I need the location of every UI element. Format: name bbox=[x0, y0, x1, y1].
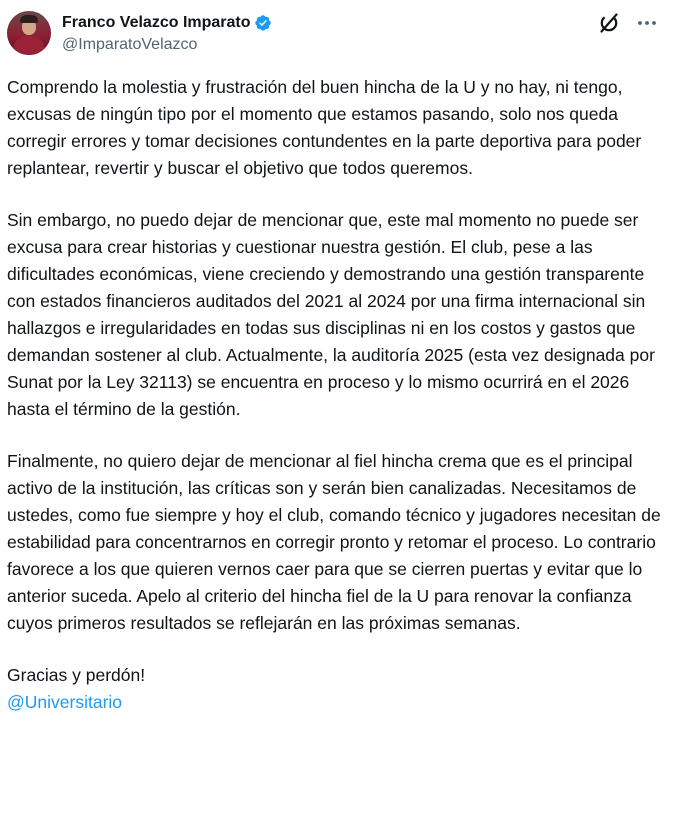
more-options-icon[interactable] bbox=[635, 12, 659, 34]
mention-link[interactable]: @Universitario bbox=[7, 692, 123, 712]
author-display-name[interactable]: Franco Velazco Imparato bbox=[62, 14, 251, 31]
author-name-row[interactable] bbox=[62, 12, 272, 34]
tweet-text bbox=[7, 74, 671, 716]
tweet-paragraph-3: Finalmente, no quiero dejar de mencionar al fiel hincha crema que es el principal activo de la institución, las críticas son y serán bien canalizadas. Necesitamos de ustedes, como fue siempre y hoy el club, comando técnico y jugadores necesitan de estabilidad para concentrarnos en corregir pronto y retomar el proceso. Lo contrario favorece a los que quieren vernos caer para que se cierren puertas y evitar que lo anterior suceda. Apelo al criterio del hincha fiel de la U para renovar la confianza cuyos primeros resultados se reflejarán en las próximas semanas. bbox=[7, 451, 661, 633]
author-handle[interactable]: @ImparatoVelazco bbox=[62, 36, 198, 53]
grok-icon[interactable] bbox=[597, 11, 621, 35]
avatar-rim bbox=[7, 11, 51, 55]
tweet-closing: Gracias y perdón! bbox=[7, 665, 146, 685]
tweet-paragraph-2: Sin embargo, no puedo dejar de mencionar que, este mal momento no puede ser excusa para crear historias y cuestionar nuestra gestión. El club, pese a las dificultades económicas, viene creciendo y demostrando una gestión transparente con estados financieros auditados del 2021 al 2024 por una firma internacional sin hallazgos e irregularidades en todas sus disciplinas ni en los costos y gastos que demandan sostener al club. Actualmente, la auditoría 2025 (esta vez designada por Sunat por la Ley 32113) se encuentra en proceso y lo mismo ocurrirá en el 2026 hasta el término de la gestión. bbox=[7, 210, 655, 419]
tweet-paragraph-1: Comprendo la molestia y frustración del buen hincha de la U y no hay, ni tengo, excusas de ningún tipo por el momento que estamos pasando, solo nos queda corregir errores y tomar decisiones contundentes en la parte deportiva para poder replantear, revertir y buscar el objetivo que todos queremos. bbox=[7, 77, 642, 178]
verified-badge-icon bbox=[254, 14, 272, 32]
author-avatar[interactable] bbox=[7, 11, 51, 55]
tweet-header bbox=[0, 0, 678, 62]
